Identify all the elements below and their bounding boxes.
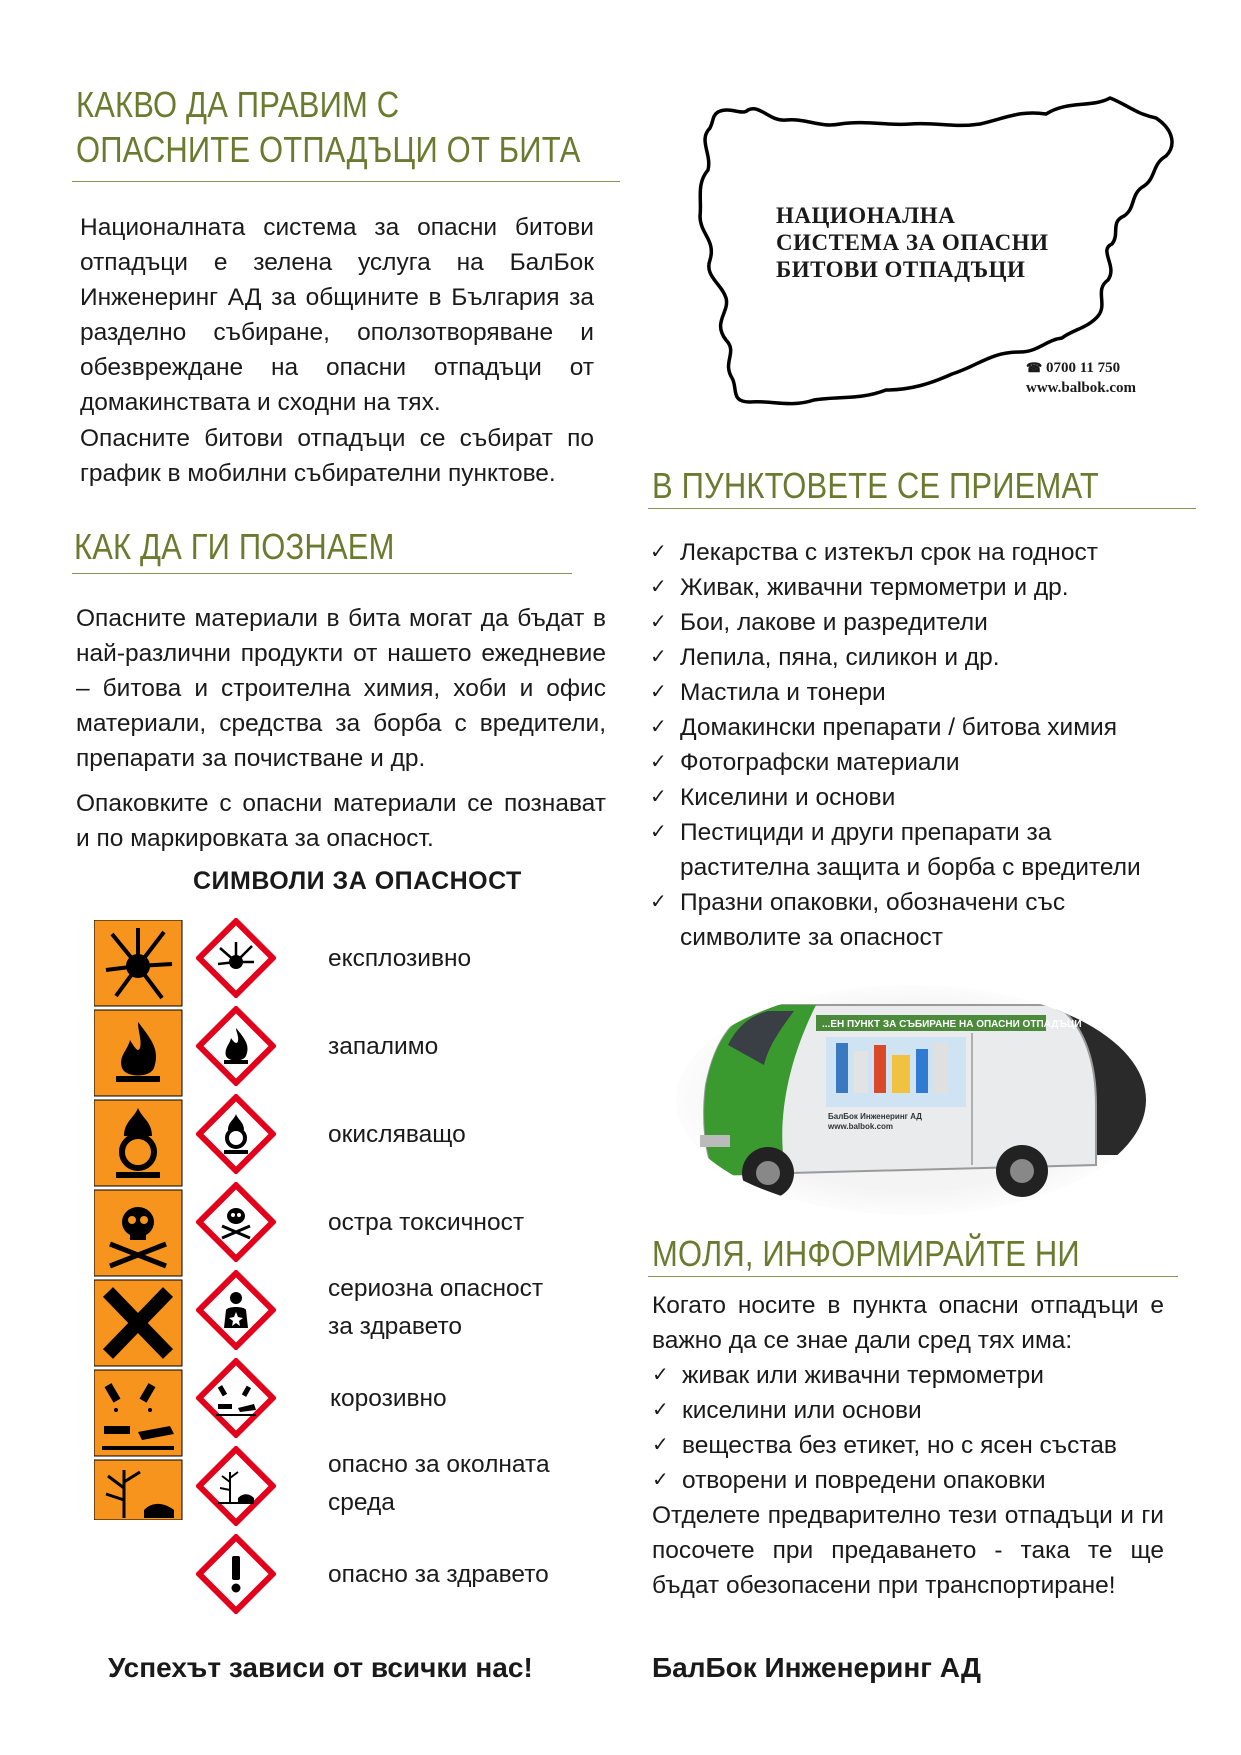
list-item: ✓ Фотографски материали bbox=[650, 745, 1190, 780]
list-item: ✓ живак или живачни термометри bbox=[652, 1358, 1172, 1393]
recognize-rule bbox=[72, 573, 572, 574]
bulgaria-map-logo bbox=[690, 90, 1180, 430]
logo-line: НАЦИОНАЛНА bbox=[776, 203, 956, 228]
symbol-label: опасно за околната bbox=[328, 1451, 550, 1478]
list-item: ✓ Киселини и основи bbox=[650, 780, 1190, 815]
list-item: ✓ Лекарства с изтекъл срок на годност bbox=[650, 535, 1190, 570]
eu-environment-icon bbox=[94, 1460, 182, 1520]
accepted-list bbox=[650, 535, 1190, 955]
logo-title bbox=[776, 202, 1049, 283]
list-item: ✓ Мастила и тонери bbox=[650, 675, 1190, 710]
oxidizing-icon bbox=[196, 1094, 276, 1174]
symbol-label: сериозна опасност bbox=[328, 1275, 544, 1302]
list-item: ✓ Пестициди и други препарати за растителна защита и борба с вредители bbox=[650, 815, 1180, 885]
collection-van-photo bbox=[676, 985, 1146, 1215]
title-rule bbox=[72, 181, 620, 182]
explosive-icon bbox=[196, 918, 276, 998]
logo-phone: 0700 11 750 bbox=[1045, 360, 1121, 376]
symbol-label: запалимо bbox=[328, 1033, 439, 1060]
list-item: ✓ Празни опаковки, обозначени със символите за опасност bbox=[650, 885, 1130, 955]
symbol-label: експлозивно bbox=[328, 945, 472, 972]
logo-website: www.balbok.com bbox=[1026, 380, 1137, 396]
intro-paragraph: Националната система за опасни битови отпадъци е зелена услуга на БалБок Инженеринг АД за общините в България за разделно събиране, оползотворяване и обезвреждане на опасни отпадъци от домакинствата и сходни на тях. bbox=[80, 214, 594, 416]
intro-schedule-paragraph: Опасните битови отпадъци се събират по график в мобилни събирателни пунктове. bbox=[80, 425, 594, 487]
eu-flammable-icon bbox=[94, 1010, 182, 1096]
eu-harmful-icon bbox=[94, 1280, 182, 1366]
main-title-line1: КАКВО ДА ПРАВИМ С bbox=[76, 84, 400, 125]
logo-phone-row bbox=[1026, 358, 1136, 378]
recognize-title: КАК ДА ГИ ПОЗНАЕМ bbox=[74, 526, 395, 567]
eu-oxidizing-icon bbox=[94, 1100, 182, 1186]
logo-line: БИТОВИ ОТПАДЪЦИ bbox=[776, 257, 1026, 282]
health-hazard-icon bbox=[196, 1270, 276, 1350]
list-item: ✓ киселини или основи bbox=[652, 1393, 1172, 1428]
ghs-row bbox=[196, 1446, 550, 1531]
inform-rule bbox=[648, 1276, 1178, 1277]
symbol-label: корозивно bbox=[330, 1385, 447, 1412]
corrosive-icon bbox=[196, 1358, 276, 1438]
list-item: ✓ Домакински препарати / битова химия bbox=[650, 710, 1190, 745]
eu-explosive-icon bbox=[94, 920, 182, 1006]
van-banner: ...ЕН ПУНКТ ЗА СЪБИРАНЕ НА ОПАСНИ ОТПАДЪЦИ bbox=[822, 1019, 1082, 1030]
main-title-line2: ОПАСНИТЕ ОТПАДЪЦИ ОТ БИТА bbox=[76, 129, 581, 170]
ghs-row bbox=[196, 1534, 549, 1619]
symbol-label-line2: за здравето bbox=[328, 1313, 463, 1340]
van-company-text: БалБок Инженеринг АД bbox=[828, 1112, 922, 1121]
eu-hazard-symbols bbox=[94, 920, 184, 1525]
symbol-label: остра токсичност bbox=[328, 1209, 525, 1236]
flammable-icon bbox=[196, 1006, 276, 1086]
symbol-label: окисляващо bbox=[328, 1121, 466, 1148]
right-footer-company: БалБок Инженеринг АД bbox=[652, 1652, 981, 1683]
eu-toxic-icon bbox=[94, 1190, 182, 1276]
accepted-rule bbox=[648, 508, 1196, 509]
list-item: ✓ Живак, живачни термометри и др. bbox=[650, 570, 1190, 605]
skull-crossbones-icon bbox=[196, 1182, 276, 1262]
list-item: ✓ Лепила, пяна, силикон и др. bbox=[650, 640, 1190, 675]
symbol-label: опасно за здравето bbox=[328, 1561, 549, 1588]
ghs-row bbox=[196, 1182, 525, 1267]
ghs-row bbox=[196, 1094, 466, 1179]
logo-contact bbox=[1026, 358, 1136, 398]
phone-icon: ☎ bbox=[1026, 360, 1043, 375]
accepted-title: В ПУНКТОВЕТЕ СЕ ПРИЕМАТ bbox=[652, 465, 1099, 506]
inform-intro: Когато носите в пункта опасни отпадъци е важно да се знае дали сред тях има: bbox=[652, 1292, 1164, 1354]
ghs-row bbox=[196, 1006, 439, 1091]
inform-title: МОЛЯ, ИНФОРМИРАЙТЕ НИ bbox=[652, 1233, 1080, 1274]
list-item: ✓ вещества без етикет, но с ясен състав bbox=[652, 1428, 1172, 1463]
inform-list bbox=[652, 1358, 1172, 1498]
ghs-row bbox=[196, 1358, 447, 1443]
left-footer-slogan: Успехът зависи от всички нас! bbox=[108, 1652, 533, 1683]
ghs-row bbox=[196, 918, 472, 1003]
logo-line: СИСТЕМА ЗА ОПАСНИ bbox=[776, 230, 1049, 255]
van-website-text: www.balbok.com bbox=[828, 1122, 894, 1131]
eu-corrosive-icon bbox=[94, 1370, 182, 1456]
van-icon bbox=[676, 985, 1146, 1215]
recognize-paragraph: Опасните материали в бита могат да бъдат в най-различни продукти от нашето ежедневие – битова и строителна химия, хоби и офис материали, средства за борба с вредители, препарати за почистване и др. bbox=[76, 605, 606, 772]
symbols-title: СИМВОЛИ ЗА ОПАСНОСТ bbox=[193, 867, 522, 895]
list-item: ✓ отворени и повредени опаковки bbox=[652, 1463, 1172, 1498]
list-item: ✓ Бои, лакове и разредители bbox=[650, 605, 1190, 640]
labels-paragraph: Опаковките с опасни материали се познават и по маркировката за опасност. bbox=[76, 790, 606, 852]
inform-outro: Отделете предварително тези отпадъци и ги посочете при предаването - така те ще бъдат обезопасени при транспортиране! bbox=[652, 1502, 1164, 1599]
environment-icon bbox=[196, 1446, 276, 1526]
symbol-label-line2: среда bbox=[328, 1489, 395, 1516]
ghs-row bbox=[196, 1270, 544, 1355]
exclamation-icon bbox=[196, 1534, 276, 1614]
